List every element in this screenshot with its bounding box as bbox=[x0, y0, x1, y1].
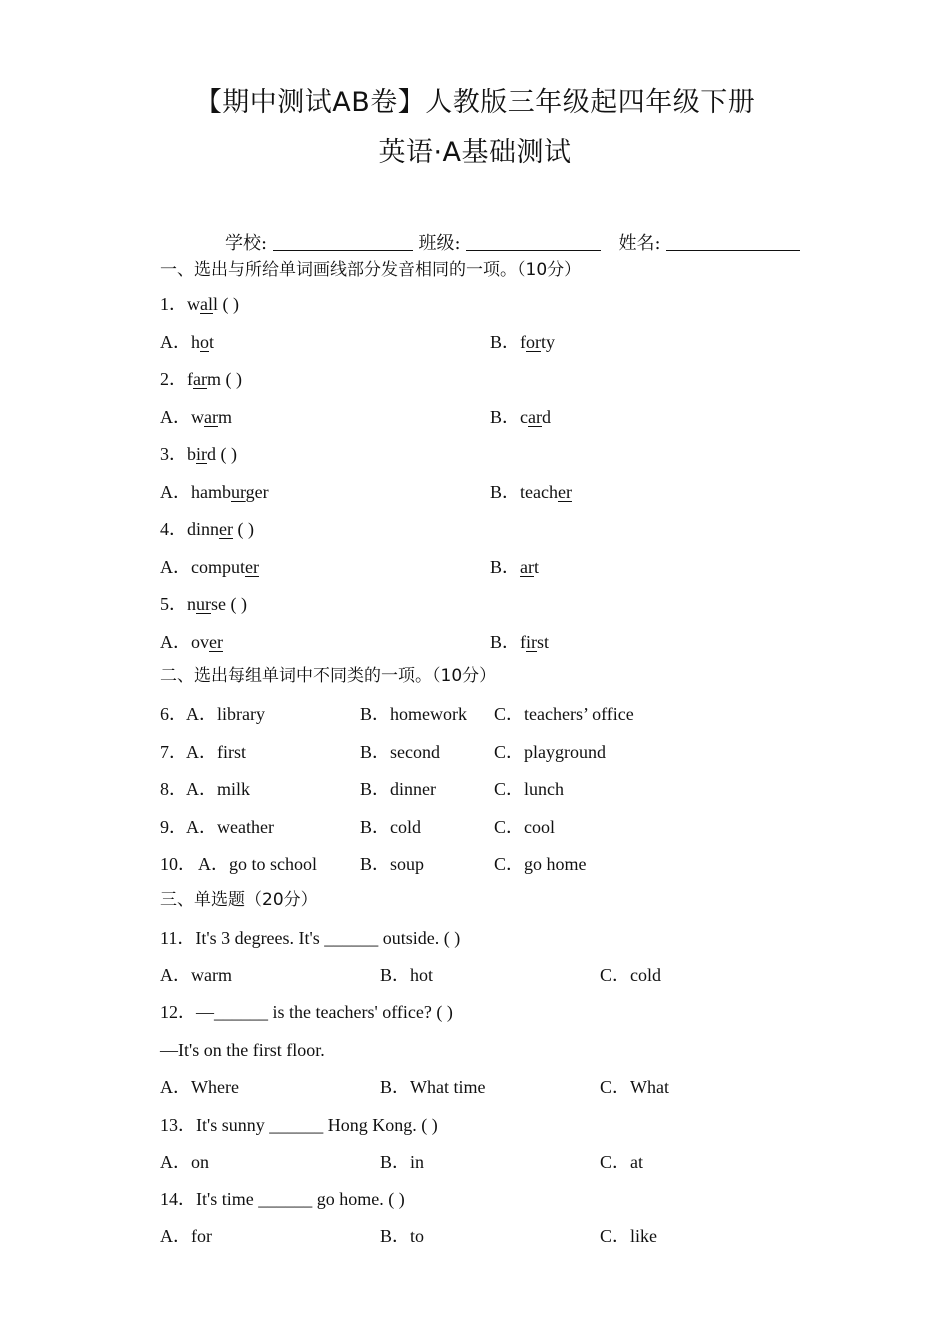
option-label: B． bbox=[490, 407, 521, 427]
question-10-option-a[interactable]: A．go to school bbox=[198, 854, 317, 874]
word-part: ov bbox=[191, 632, 209, 652]
question-8-option-c[interactable]: C．lunch bbox=[494, 779, 564, 799]
option-label: A． bbox=[160, 332, 191, 352]
question-3-option-a[interactable] bbox=[160, 480, 269, 504]
underlined-part: ar bbox=[528, 407, 542, 427]
word-part: se ( ) bbox=[211, 594, 247, 614]
section2-heading: 二、选出每组单词中不同类的一项。（10分） bbox=[160, 666, 497, 686]
question-7-option-b[interactable]: B．second bbox=[360, 742, 440, 762]
question-5-option-b[interactable] bbox=[490, 630, 549, 654]
question-12-option-a[interactable]: A．Where bbox=[160, 1077, 239, 1097]
option-label: A． bbox=[160, 557, 191, 577]
question-7-number: 7． bbox=[160, 742, 187, 762]
page-subtitle: 英语·A基础测试 bbox=[378, 137, 572, 168]
question-1-option-a[interactable] bbox=[160, 330, 214, 354]
question-13-option-b[interactable]: B．in bbox=[380, 1152, 425, 1172]
underlined-part: ir bbox=[196, 444, 207, 464]
word-part: l ( ) bbox=[213, 294, 239, 314]
question-12-option-b[interactable]: B．What time bbox=[380, 1077, 486, 1097]
question-2-stem bbox=[160, 367, 242, 391]
option-label: B． bbox=[490, 632, 521, 652]
question-5-stem bbox=[160, 592, 247, 616]
question-4-option-a[interactable] bbox=[160, 555, 259, 579]
word-part: c bbox=[520, 407, 529, 427]
question-12-response: —It's on the first floor. bbox=[160, 1040, 325, 1060]
question-number: 2． bbox=[160, 369, 187, 389]
question-10-option-b[interactable]: B．soup bbox=[360, 854, 425, 874]
class-label: 班级: bbox=[418, 233, 461, 254]
question-14-option-b[interactable]: B．to bbox=[380, 1226, 425, 1246]
question-13-stem: 13．It's sunny ______ Hong Kong. ( ) bbox=[160, 1115, 438, 1135]
underlined-part: o bbox=[200, 332, 209, 352]
page-title: 【期中测试AB卷】人教版三年级起四年级下册 bbox=[194, 87, 756, 118]
question-7-option-c[interactable]: C．playground bbox=[494, 742, 606, 762]
section1-heading: 一、选出与所给单词画线部分发音相同的一项。（10分） bbox=[160, 260, 582, 280]
school-label: 学校: bbox=[225, 233, 268, 254]
word-part: st bbox=[537, 632, 550, 652]
question-13-option-c[interactable]: C．at bbox=[600, 1152, 643, 1172]
question-13-option-a[interactable]: A．on bbox=[160, 1152, 209, 1172]
word-part: n bbox=[187, 594, 196, 614]
word-part: ger bbox=[245, 482, 269, 502]
question-6-option-a[interactable]: A．library bbox=[186, 704, 265, 724]
underlined-part: er bbox=[557, 482, 572, 502]
word-part: m bbox=[217, 407, 232, 427]
question-1-stem bbox=[160, 292, 239, 316]
word-part: w bbox=[187, 294, 200, 314]
question-8-number: 8． bbox=[160, 779, 187, 799]
option-label: B． bbox=[490, 332, 521, 352]
question-5-option-a[interactable] bbox=[160, 630, 223, 654]
question-3-stem bbox=[160, 442, 237, 466]
question-6-option-c[interactable]: C．teachers’ office bbox=[494, 704, 634, 724]
option-label: B． bbox=[490, 482, 521, 502]
question-1-option-b[interactable] bbox=[490, 330, 555, 354]
question-7-option-a[interactable]: A．first bbox=[186, 742, 246, 762]
question-8-option-b[interactable]: B．dinner bbox=[360, 779, 436, 799]
underlined-part: er bbox=[209, 632, 223, 652]
word-part: f bbox=[187, 369, 193, 389]
question-2-option-b[interactable] bbox=[490, 405, 551, 429]
question-9-option-b[interactable]: B．cold bbox=[360, 817, 421, 837]
word-part: f bbox=[520, 332, 527, 352]
question-11-option-a[interactable]: A．warm bbox=[160, 965, 232, 985]
question-11-option-b[interactable]: B．hot bbox=[380, 965, 434, 985]
word-part: dinn bbox=[187, 519, 220, 539]
question-6-option-b[interactable]: B．homework bbox=[360, 704, 467, 724]
question-10-option-c[interactable]: C．go home bbox=[494, 854, 587, 874]
question-14-option-c[interactable]: C．like bbox=[600, 1226, 657, 1246]
underlined-part: ar bbox=[193, 369, 207, 389]
question-14-stem: 14．It's time ______ go home. ( ) bbox=[160, 1189, 405, 1209]
question-11-option-c[interactable]: C．cold bbox=[600, 965, 661, 985]
underlined-part: ur bbox=[196, 594, 211, 614]
student-info bbox=[225, 229, 800, 255]
word-part: t bbox=[534, 557, 540, 577]
underlined-part: al bbox=[200, 294, 213, 314]
option-label: A． bbox=[160, 632, 191, 652]
underlined-part: ar bbox=[204, 407, 218, 427]
question-number: 1． bbox=[160, 294, 187, 314]
word-part: d ( ) bbox=[207, 444, 237, 464]
word-part: w bbox=[191, 407, 204, 427]
word-part: m ( ) bbox=[206, 369, 242, 389]
word-part: ty bbox=[541, 332, 556, 352]
question-10-number: 10． bbox=[160, 854, 196, 874]
question-4-option-b[interactable] bbox=[490, 555, 539, 579]
underlined-part: ur bbox=[231, 482, 246, 502]
question-4-stem bbox=[160, 517, 254, 541]
class-blank[interactable] bbox=[466, 232, 601, 251]
question-3-option-b[interactable] bbox=[490, 480, 572, 504]
question-11-stem: 11．It's 3 degrees. It's ______ outside. ( ) bbox=[160, 928, 461, 948]
underlined-part: er bbox=[219, 519, 233, 539]
question-number: 4． bbox=[160, 519, 187, 539]
word-part: t bbox=[209, 332, 215, 352]
question-number: 3． bbox=[160, 444, 187, 464]
word-part: h bbox=[191, 332, 200, 352]
question-8-option-a[interactable]: A．milk bbox=[186, 779, 251, 799]
option-label: A． bbox=[160, 482, 191, 502]
word-part: f bbox=[520, 632, 527, 652]
underlined-part: ir bbox=[526, 632, 538, 652]
question-9-option-c[interactable]: C．cool bbox=[494, 817, 555, 837]
option-label: A． bbox=[160, 407, 191, 427]
question-number: 5． bbox=[160, 594, 187, 614]
word-part: hamb bbox=[191, 482, 231, 502]
question-12-stem: 12．—______ is the teachers' office? ( ) bbox=[160, 1002, 453, 1022]
question-12-option-c[interactable]: C．What bbox=[600, 1077, 669, 1097]
school-blank[interactable] bbox=[273, 232, 413, 251]
underlined-part: er bbox=[245, 557, 259, 577]
question-9-number: 9． bbox=[160, 817, 187, 837]
name-blank[interactable] bbox=[666, 232, 800, 251]
word-part: d bbox=[542, 407, 551, 427]
word-part: comput bbox=[191, 557, 245, 577]
underlined-part: or bbox=[526, 332, 542, 352]
underlined-part: ar bbox=[520, 557, 534, 577]
word-part: teach bbox=[520, 482, 558, 502]
question-2-option-a[interactable] bbox=[160, 405, 232, 429]
option-label: B． bbox=[490, 557, 521, 577]
section3-heading: 三、单选题（20分） bbox=[160, 890, 318, 910]
question-9-option-a[interactable]: A．weather bbox=[186, 817, 274, 837]
word-part: b bbox=[187, 444, 196, 464]
question-14-option-a[interactable]: A．for bbox=[160, 1226, 212, 1246]
name-label: 姓名: bbox=[618, 233, 661, 254]
word-part: ( ) bbox=[233, 519, 254, 539]
question-6-number: 6． bbox=[160, 704, 187, 724]
